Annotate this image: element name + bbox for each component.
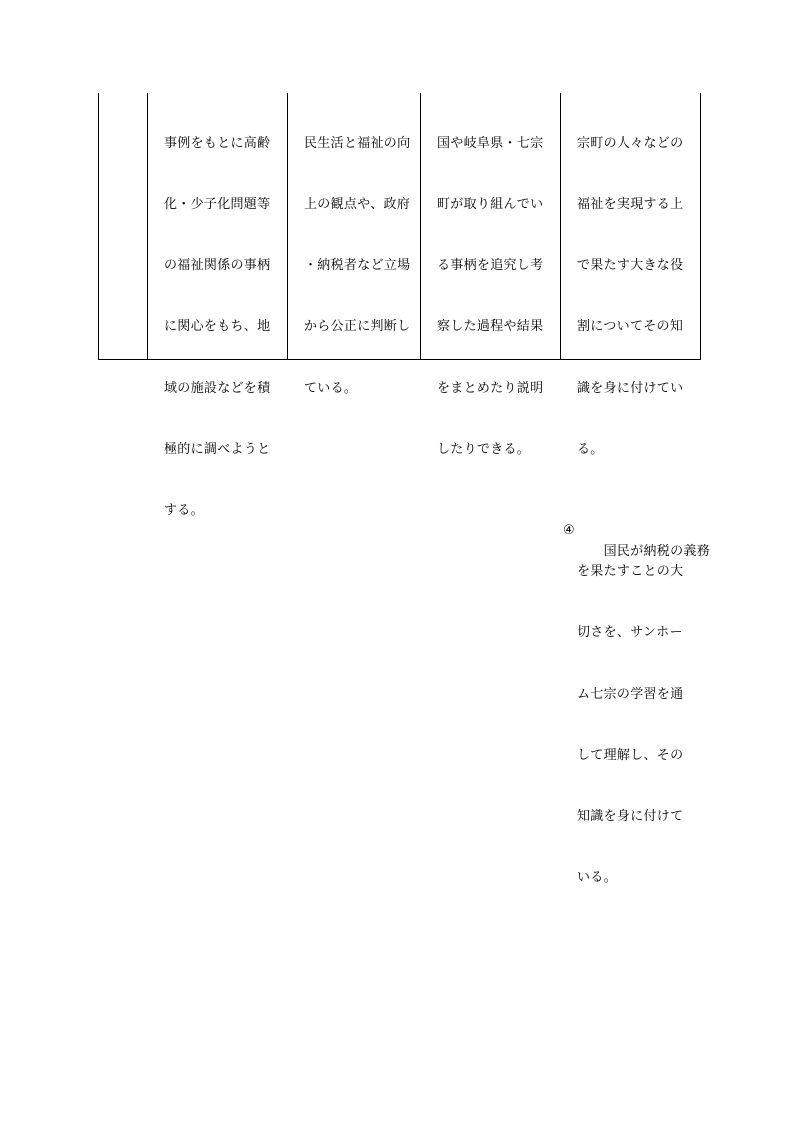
cell-line: る。 xyxy=(577,441,604,457)
table-divider-2 xyxy=(287,93,288,359)
cell-line: る事柄を追究し考 xyxy=(437,258,544,274)
table-divider-1 xyxy=(147,93,148,359)
cell-line: 切さを、サンホー xyxy=(577,625,683,641)
cell-line: に関心をもち、地 xyxy=(164,319,271,335)
evaluation-table xyxy=(98,93,711,886)
cell-line: 察した過程や結果 xyxy=(437,319,544,335)
cell-line: 域の施設などを積 xyxy=(164,380,271,396)
numbered-item-line xyxy=(563,501,711,559)
table-cell-judgment xyxy=(304,93,410,440)
cell-line: 民生活と福祉の向 xyxy=(304,135,411,151)
cell-line: ・納税者など立場 xyxy=(304,258,411,274)
cell-line: 宗町の人々などの xyxy=(577,135,684,151)
cell-line: 福祉を実現する上 xyxy=(577,197,684,213)
table-divider-3 xyxy=(420,93,421,359)
cell-line: をまとめたり説明 xyxy=(437,380,544,396)
cell-line: したりできる。 xyxy=(437,441,531,457)
table-border-left xyxy=(98,93,99,359)
cell-line: する。 xyxy=(164,503,204,519)
cell-line: 識を身に付けてい xyxy=(577,380,684,396)
cell-line: の福祉関係の事柄 xyxy=(164,258,271,274)
cell-line: 知識を身に付けて xyxy=(577,809,684,825)
cell-line: から公正に判断し xyxy=(304,319,411,335)
cell-line: いる。 xyxy=(577,870,617,886)
cell-line: を果たすことの大 xyxy=(577,564,684,580)
cell-line: 割についてその知 xyxy=(577,319,684,335)
table-cell-skills xyxy=(437,93,543,501)
item-number: ④ xyxy=(563,523,575,539)
cell-line: 極的に調べようと xyxy=(164,441,271,457)
cell-line: で果たす大きな役 xyxy=(577,258,684,274)
table-cell-knowledge xyxy=(563,93,711,929)
table-cell-interest xyxy=(164,93,270,562)
cell-line: 化・少子化問題等 xyxy=(164,197,271,213)
cell-line: 上の観点や、政府 xyxy=(304,197,411,213)
cell-line: して理解し、その xyxy=(577,747,684,763)
cell-line: 国や岐阜県・七宗 xyxy=(437,135,544,151)
table-divider-4 xyxy=(560,93,561,359)
cell-line: ている。 xyxy=(304,380,358,396)
cell-line: 国民が納税の義務 xyxy=(603,543,711,559)
cell-line: 町が取り組んでい xyxy=(437,197,544,213)
cell-line: 事例をもとに高齢 xyxy=(164,135,271,151)
cell-line: ム七宗の学習を通 xyxy=(577,686,684,702)
